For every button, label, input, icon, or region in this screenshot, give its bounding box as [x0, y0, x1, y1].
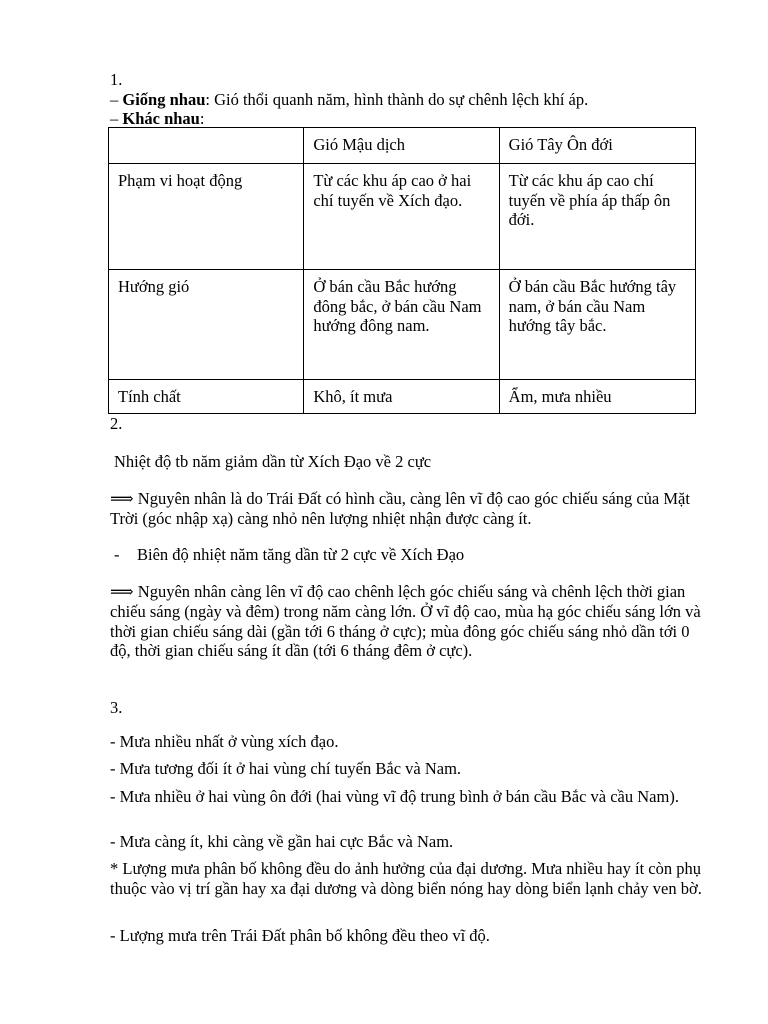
table-header-cell: Gió Mậu dịch [304, 128, 499, 164]
list-item: - Mưa nhiều nhất ở vùng xích đạo. [110, 732, 339, 751]
table-cell: Ở bán cầu Bắc hướng đông bắc, ở bán cầu Nam hướng đông nam. [304, 270, 499, 380]
reason-paragraph-1: ⟹ Nguyên nhân là do Trái Đất có hình cầu, càng lên vĩ độ cao góc chiếu sáng của Mặt Trời (góc nhập xạ) càng nhỏ nên lượng nhiệt nhận được càng ít. [110, 489, 690, 528]
list-item: - Mưa nhiều ở hai vùng ôn đới (hai vùng vĩ độ trung bình ở bán cầu Bắc và cầu Nam). [110, 787, 679, 806]
dash: – [110, 109, 123, 128]
temperature-paragraph: Nhiệt độ tb năm giảm dần từ Xích Đạo về 2 cực [114, 452, 432, 471]
different-label: Khác nhau [122, 109, 200, 128]
table-cell: Phạm vi hoạt động [109, 164, 304, 270]
section-1-number: 1. [110, 70, 123, 89]
table-cell: Hướng gió [109, 270, 304, 380]
list-item: - Mưa càng ít, khi càng về gần hai cực Bắc và Nam. [110, 832, 454, 851]
table-row [109, 270, 696, 380]
comparison-table [108, 127, 696, 414]
similar-label: Giống nhau [122, 90, 206, 109]
list-item: - Mưa tương đối ít ở hai vùng chí tuyến Bắc và Nam. [110, 759, 462, 778]
list-item: * Lượng mưa phân bố không đều do ảnh hưởng của đại dương. Mưa nhiều hay ít còn phụ thuộc vào vị trí gần hay xa đại dương và dòng biển nóng hay dòng biển lạnh chảy ven bờ. [110, 859, 702, 898]
similar-text: : Gió thổi quanh năm, hình thành do sự chênh lệch khí áp. [205, 90, 589, 109]
table-header-cell: Gió Tây Ôn đới [499, 128, 695, 164]
table-cell: Từ các khu áp cao chí tuyến về phía áp thấp ôn đới. [499, 164, 695, 270]
section-2-number: 2. [110, 414, 123, 433]
amplitude-paragraph: Biên độ nhiệt năm tăng dần từ 2 cực về Xích Đạo [137, 545, 465, 564]
section-3-number: 3. [110, 698, 123, 717]
table-cell: Ở bán cầu Bắc hướng tây nam, ở bán cầu Nam hướng tây bắc. [499, 270, 695, 380]
table-header-row [109, 128, 696, 164]
different-colon: : [199, 109, 205, 128]
reason-paragraph-2: ⟹ Nguyên nhân càng lên vĩ độ cao chênh lệch góc chiếu sáng và chênh lệch thời gian chiếu sáng (ngày và đêm) trong năm càng lớn. Ở vĩ độ cao, mùa hạ góc chiếu sáng lớn và thời gian chiếu sáng dài (gần tới 6 tháng ở cực); mùa đông góc chiếu sáng nhỏ dần tới 0 độ, thời gian chiếu sáng ít dần (tới 6 tháng đêm ở cực). [110, 582, 701, 661]
table-header-cell [109, 128, 304, 164]
dash: – [110, 90, 123, 109]
table-row [109, 380, 696, 414]
list-item: - Lượng mưa trên Trái Đất phân bố không đều theo vĩ độ. [110, 926, 490, 945]
table-row [109, 164, 696, 270]
table-cell: Ẩm, mưa nhiều [499, 380, 695, 414]
table-cell: Tính chất [109, 380, 304, 414]
table-cell: Khô, ít mưa [304, 380, 499, 414]
similar-line [110, 90, 588, 110]
table-cell: Từ các khu áp cao ở hai chí tuyến về Xích đạo. [304, 164, 499, 270]
different-line [110, 109, 204, 129]
bullet-dash: - [114, 545, 120, 564]
